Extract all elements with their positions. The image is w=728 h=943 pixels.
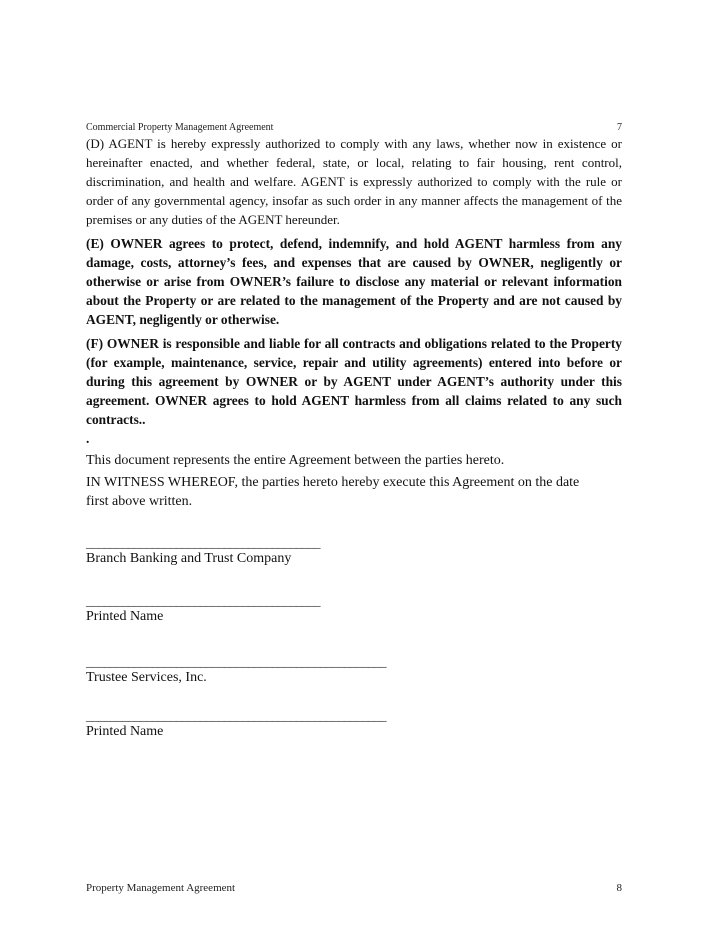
printed-name-label-1: Printed Name bbox=[86, 609, 164, 624]
signature-line-printed-name-2: __________________________________________________ bbox=[86, 708, 386, 723]
page-header bbox=[86, 122, 622, 133]
signatory-trustee-name: Trustee Services, Inc. bbox=[86, 670, 207, 685]
paragraph-e: (E) OWNER agrees to protect, defend, indemnify, and hold AGENT harmless from any damage, costs, attorney’s fees, and expenses that are caused by OWNER, negligently or otherwise or arise from OWNER’s failure to disclose any material or relevant information about the Property or are related to the management of the Property and are not caused by AGENT, negligently or otherwise. bbox=[86, 236, 622, 327]
paragraph-f: (F) OWNER is responsible and liable for all contracts and obligations related to the Property (for example, maintenance, service, repair and utility agreements) entered into before or during this agreement by OWNER or by AGENT under AGENT’s authority under this agreement. OWNER agrees to hold AGENT harmless from all claims related to any such contracts.. bbox=[86, 336, 622, 427]
signature-line-printed-name-1: _______________________________________ bbox=[86, 593, 320, 608]
witness-text-line-1: IN WITNESS WHEREOF, the parties hereto hereby execute this Agreement on the date bbox=[86, 475, 580, 490]
entire-agreement-text: This document represents the entire Agreement between the parties hereto. bbox=[86, 453, 505, 468]
footer-title: Property Management Agreement bbox=[86, 882, 236, 894]
signature-line-trustee: __________________________________________________ bbox=[86, 654, 386, 669]
header-page-number: 7 bbox=[617, 122, 622, 133]
witness-text-line-2: first above written. bbox=[86, 494, 193, 509]
footer-page-number: 8 bbox=[616, 882, 622, 894]
paragraph-dot: . bbox=[86, 431, 90, 446]
signatory-bank-name: Branch Banking and Trust Company bbox=[86, 551, 292, 566]
document-body bbox=[86, 134, 622, 741]
paragraph-d: (D) AGENT is hereby expressly authorized to comply with any laws, whether now in existence or hereinafter enacted, and whether federal, state, or local, relating to fair housing, rent control, discrimination, and health and welfare. AGENT is expressly authorized to comply with the rule or order of any governmental agency, insofar as such order in any manner affects the management of the premises or any duties of the AGENT hereunder. bbox=[86, 136, 622, 227]
page-footer bbox=[86, 882, 622, 894]
signature-line-bank: _______________________________________ bbox=[86, 535, 320, 550]
header-title: Commercial Property Management Agreement bbox=[86, 122, 274, 133]
printed-name-label-2: Printed Name bbox=[86, 724, 164, 739]
